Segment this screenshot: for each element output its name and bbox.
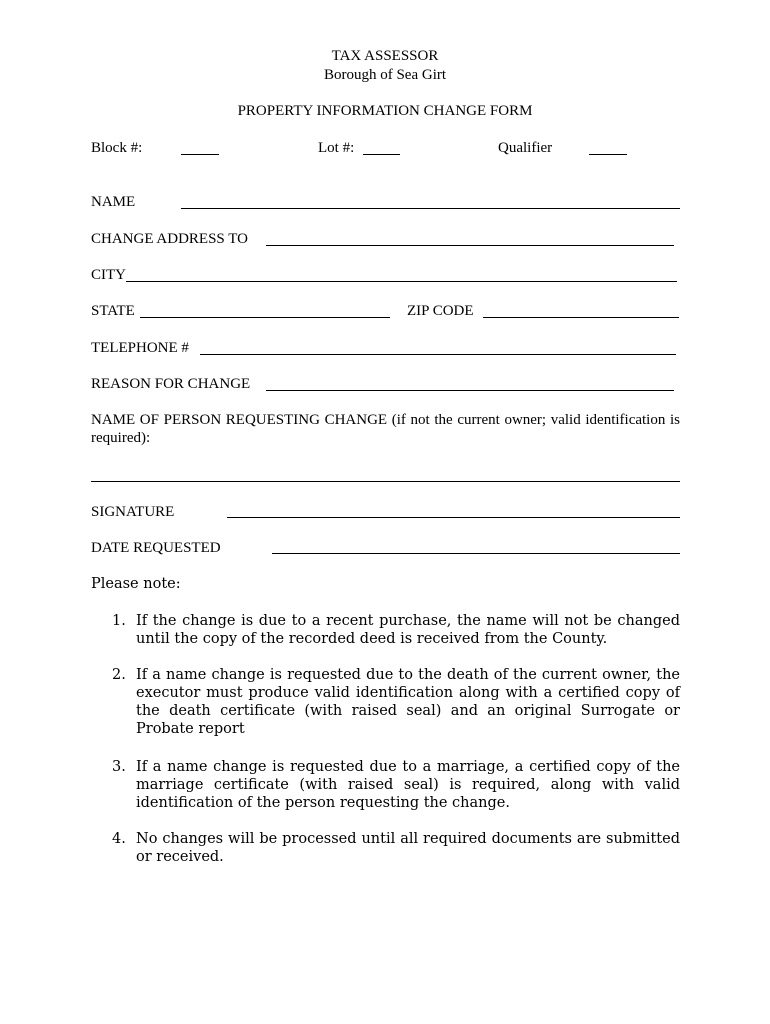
note-text: If a name change is requested due to a marriage, a certified copy of the marriage certificate (with raised seal) is required, along with valid identification of the person requesting the change. xyxy=(136,759,680,811)
date-requested-label: DATE REQUESTED xyxy=(91,540,221,556)
borough-name: Borough of Sea Girt xyxy=(323,67,447,83)
signature-label: SIGNATURE xyxy=(91,504,175,520)
note-number: 2. xyxy=(112,667,126,683)
state-field[interactable] xyxy=(140,317,390,318)
telephone-field[interactable] xyxy=(200,354,676,355)
office-title: TAX ASSESSOR xyxy=(331,48,439,64)
note-number: 3. xyxy=(112,759,126,775)
zip-field[interactable] xyxy=(483,317,679,318)
city-field[interactable] xyxy=(126,281,677,282)
change-address-label: CHANGE ADDRESS TO xyxy=(91,231,248,247)
reason-field[interactable] xyxy=(266,390,674,391)
zip-label: ZIP CODE xyxy=(407,303,474,319)
lot-label: Lot #: xyxy=(318,140,355,156)
telephone-label: TELEPHONE # xyxy=(91,340,189,356)
block-label: Block #: xyxy=(91,140,143,156)
note-text: No changes will be processed until all required documents are submitted or received. xyxy=(136,831,680,865)
date-requested-field[interactable] xyxy=(272,553,680,554)
requester-field[interactable] xyxy=(91,481,680,482)
note-number: 1. xyxy=(112,613,126,629)
name-label: NAME xyxy=(91,194,136,210)
qualifier-label: Qualifier xyxy=(498,140,553,156)
lot-field[interactable] xyxy=(363,154,400,155)
note-text: If a name change is requested due to the death of the current owner, the executor must produce valid identification along with a certified copy of the death certificate (with raised seal) and an original Surrogate or Probate report xyxy=(136,667,680,737)
signature-field[interactable] xyxy=(227,517,680,518)
change-address-field[interactable] xyxy=(266,245,674,246)
requester-label: NAME OF PERSON REQUESTING CHANGE (if not the current owner; valid identification is required): xyxy=(91,412,680,446)
reason-label: REASON FOR CHANGE xyxy=(91,376,251,392)
state-label: STATE xyxy=(91,303,135,319)
city-label: CITY xyxy=(91,267,126,283)
notes-heading: Please note: xyxy=(91,576,181,592)
note-text: If the change is due to a recent purchase, the name will not be changed until the copy of the recorded deed is received from the County. xyxy=(136,613,680,647)
qualifier-field[interactable] xyxy=(589,154,627,155)
block-field[interactable] xyxy=(181,154,219,155)
name-field[interactable] xyxy=(181,208,680,209)
form-title: PROPERTY INFORMATION CHANGE FORM xyxy=(237,103,533,119)
note-number: 4. xyxy=(112,831,126,847)
